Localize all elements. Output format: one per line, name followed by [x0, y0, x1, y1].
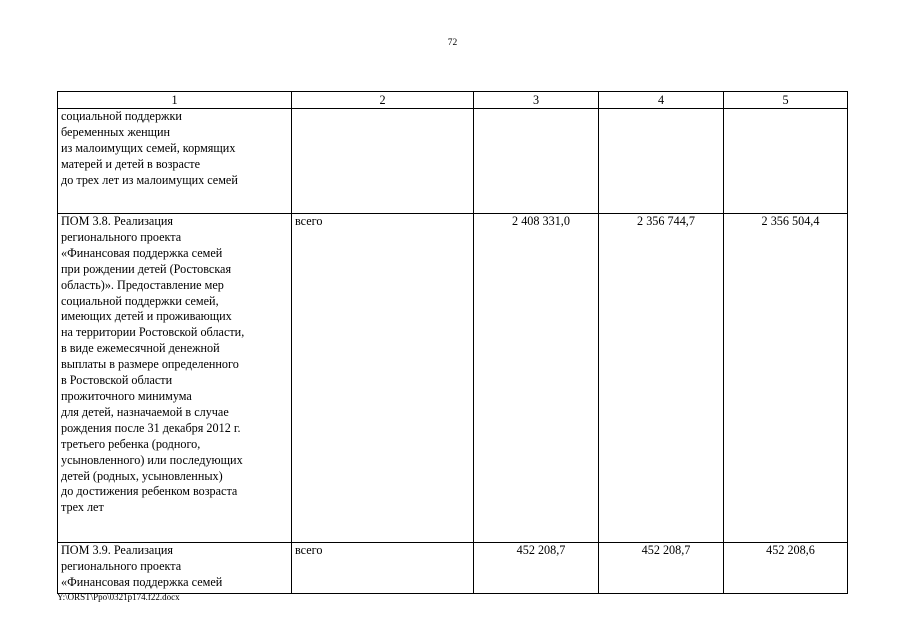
table-row — [58, 543, 848, 594]
program-name-line: детей (родных, усыновленных) — [61, 468, 223, 483]
program-name-line: на территории Ростовской области, — [61, 325, 245, 340]
table-row — [58, 214, 848, 543]
program-name-cell — [58, 543, 292, 594]
program-name-line: выплаты в размере определенного — [61, 357, 239, 372]
funding-source-cell: всего — [292, 214, 474, 543]
budget-table — [57, 91, 848, 594]
value-cell-year3 — [724, 109, 848, 214]
program-name-line: до трех лет из малоимущих семей — [61, 172, 238, 187]
column-header-4: 4 — [599, 92, 724, 109]
program-name-line: социальной поддержки семей, — [61, 293, 219, 308]
program-name-cell — [58, 109, 292, 214]
column-header-1: 1 — [58, 92, 292, 109]
program-name-line: «Финансовая поддержка семей — [61, 245, 223, 260]
program-name-line: третьего ребенка (родного, — [61, 436, 201, 451]
program-name-line: в виде ежемесячной денежной — [61, 341, 220, 356]
value-cell-year2: 452 208,7 — [599, 543, 724, 594]
value-cell-year2: 2 356 744,7 — [599, 214, 724, 543]
column-header-2: 2 — [292, 92, 474, 109]
program-name-line: имеющих детей и проживающих — [61, 309, 232, 324]
value-cell-year1: 2 408 331,0 — [474, 214, 599, 543]
value-cell-year3: 2 356 504,4 — [724, 214, 848, 543]
program-name-line: беременных женщин — [61, 124, 171, 139]
column-header-5: 5 — [724, 92, 848, 109]
program-name-line: до достижения ребенком возраста — [61, 484, 238, 499]
program-name-line: ПОМ 3.9. Реализация — [61, 543, 173, 557]
program-name-line: социальной поддержки — [61, 109, 182, 123]
program-name-line: регионального проекта — [61, 558, 182, 573]
value-cell-year2 — [599, 109, 724, 214]
table-row — [58, 109, 848, 214]
value-cell-year1: 452 208,7 — [474, 543, 599, 594]
column-header-3: 3 — [474, 92, 599, 109]
program-name-line: рождения после 31 декабря 2012 г. — [61, 420, 241, 435]
program-name-line: в Ростовской области — [61, 373, 173, 388]
program-name-line: прожиточного минимума — [61, 388, 192, 403]
program-name-line: из малоимущих семей, кормящих — [61, 140, 236, 155]
value-cell-year3: 452 208,6 — [724, 543, 848, 594]
program-name-line: при рождении детей (Ростовская — [61, 261, 232, 276]
program-name-cell — [58, 214, 292, 543]
funding-source-cell — [292, 109, 474, 214]
program-name-line: усыновленного) или последующих — [61, 452, 243, 467]
program-name-line: регионального проекта — [61, 229, 182, 244]
page-number: 72 — [447, 38, 458, 48]
document-file-path: Y:\ORST\Ppo\0321p174.f22.docx — [57, 592, 180, 602]
program-name-line: трех лет — [61, 500, 104, 515]
program-name-line: матерей и детей в возрасте — [61, 156, 201, 171]
program-name-line: «Финансовая поддержка семей — [61, 574, 223, 589]
program-name-line: ПОМ 3.8. Реализация — [61, 214, 173, 228]
value-cell-year1 — [474, 109, 599, 214]
table-header-row — [58, 92, 848, 109]
funding-source-cell: всего — [292, 543, 474, 594]
program-name-line: область)». Предоставление мер — [61, 277, 224, 292]
program-name-line: для детей, назначаемой в случае — [61, 404, 229, 419]
